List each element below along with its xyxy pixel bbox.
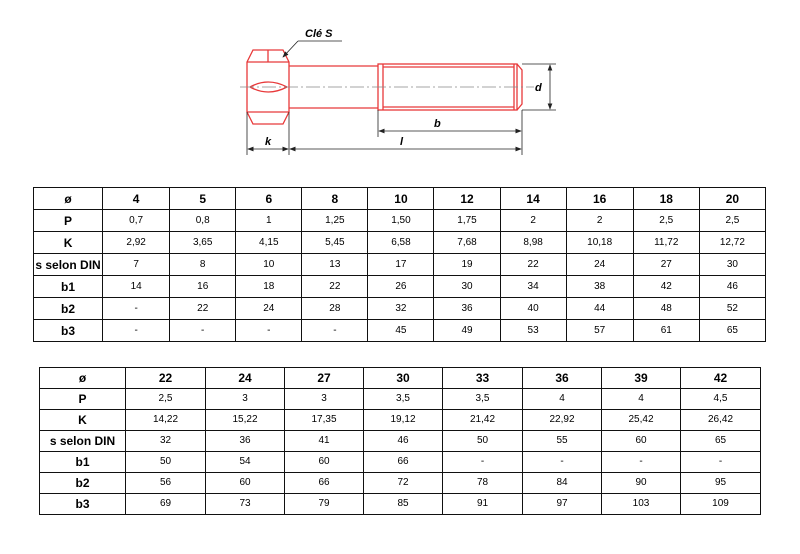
table-cell: 72: [364, 473, 443, 494]
table-cell: 1,25: [302, 210, 368, 232]
table-cell: 19: [434, 254, 500, 276]
table-cell: 85: [364, 494, 443, 515]
table-row: [40, 452, 761, 473]
table-row: [34, 232, 766, 254]
table-cell: 3,5: [364, 389, 443, 410]
size-header: 5: [170, 188, 236, 210]
size-header: 27: [285, 368, 364, 389]
table-cell: 8,98: [500, 232, 566, 254]
table-cell: 30: [434, 276, 500, 298]
table-cell: 79: [285, 494, 364, 515]
table-cell: 17: [368, 254, 434, 276]
diameter-header: ø: [34, 188, 103, 210]
row-label: s selon DIN: [34, 254, 103, 276]
table-cell: -: [602, 452, 681, 473]
size-header: 33: [443, 368, 523, 389]
table-cell: 12,72: [699, 232, 765, 254]
table-cell: 46: [364, 431, 443, 452]
table-cell: 50: [126, 452, 206, 473]
size-header: 39: [602, 368, 681, 389]
table-cell: 22: [170, 298, 236, 320]
table-cell: 22: [302, 276, 368, 298]
size-header: 12: [434, 188, 500, 210]
table-cell: 41: [285, 431, 364, 452]
table-row: [40, 494, 761, 515]
table-cell: -: [103, 320, 170, 342]
table-cell: 49: [434, 320, 500, 342]
table-cell: 95: [681, 473, 761, 494]
size-header: 18: [633, 188, 699, 210]
table-cell: 2: [500, 210, 566, 232]
table-cell: 103: [602, 494, 681, 515]
table-cell: 7,68: [434, 232, 500, 254]
d-label: d: [535, 82, 542, 94]
table-cell: 52: [699, 298, 765, 320]
table-cell: 34: [500, 276, 566, 298]
size-header: 8: [302, 188, 368, 210]
size-header: 36: [523, 368, 602, 389]
row-label: P: [40, 389, 126, 410]
table-header-row: [40, 368, 761, 389]
table-cell: 2,5: [633, 210, 699, 232]
table-cell: 36: [206, 431, 285, 452]
table-cell: -: [523, 452, 602, 473]
table-cell: 5,45: [302, 232, 368, 254]
table-cell: 44: [566, 298, 633, 320]
table-cell: 26,42: [681, 410, 761, 431]
table-cell: 90: [602, 473, 681, 494]
table-cell: 3,5: [443, 389, 523, 410]
table-cell: 14,22: [126, 410, 206, 431]
table-cell: 30: [699, 254, 765, 276]
diameter-header: ø: [40, 368, 126, 389]
table-cell: -: [170, 320, 236, 342]
row-label: s selon DIN: [40, 431, 126, 452]
table-cell: 18: [236, 276, 302, 298]
table-cell: 32: [126, 431, 206, 452]
table-cell: 54: [206, 452, 285, 473]
row-label: K: [34, 232, 103, 254]
table-cell: 3,65: [170, 232, 236, 254]
table-cell: 84: [523, 473, 602, 494]
size-header: 14: [500, 188, 566, 210]
table-cell: 13: [302, 254, 368, 276]
table-cell: 61: [633, 320, 699, 342]
table-cell: 4: [602, 389, 681, 410]
table-cell: 65: [681, 431, 761, 452]
table-cell: 0,7: [103, 210, 170, 232]
table-cell: -: [443, 452, 523, 473]
table-cell: 40: [500, 298, 566, 320]
b-dimension: [378, 110, 522, 155]
table-cell: 48: [633, 298, 699, 320]
table-cell: 10: [236, 254, 302, 276]
table-cell: 50: [443, 431, 523, 452]
table-cell: 22: [500, 254, 566, 276]
table-row: [40, 473, 761, 494]
size-header: 22: [126, 368, 206, 389]
table-cell: 36: [434, 298, 500, 320]
size-header: 24: [206, 368, 285, 389]
table-cell: 60: [206, 473, 285, 494]
table-cell: 97: [523, 494, 602, 515]
table-cell: 1,75: [434, 210, 500, 232]
table-cell: 24: [236, 298, 302, 320]
table-cell: -: [681, 452, 761, 473]
table-row: [34, 254, 766, 276]
table-cell: 6,58: [368, 232, 434, 254]
table-cell: -: [236, 320, 302, 342]
table-cell: 32: [368, 298, 434, 320]
table-cell: 1: [236, 210, 302, 232]
table-cell: 60: [285, 452, 364, 473]
table-cell: 14: [103, 276, 170, 298]
table-cell: 15,22: [206, 410, 285, 431]
cle-s-label: Clé S: [305, 28, 333, 40]
table-cell: 38: [566, 276, 633, 298]
size-header: 6: [236, 188, 302, 210]
k-l-dimensions: [247, 112, 521, 155]
spec-table-2: [39, 367, 761, 515]
table-row: [40, 389, 761, 410]
table-cell: 55: [523, 431, 602, 452]
table-row: [34, 320, 766, 342]
table-cell: 17,35: [285, 410, 364, 431]
table-cell: 69: [126, 494, 206, 515]
table-cell: -: [103, 298, 170, 320]
table-cell: 45: [368, 320, 434, 342]
table-cell: 57: [566, 320, 633, 342]
table-cell: 10,18: [566, 232, 633, 254]
table-cell: 53: [500, 320, 566, 342]
table-cell: 27: [633, 254, 699, 276]
table-cell: 2: [566, 210, 633, 232]
table-cell: 19,12: [364, 410, 443, 431]
table-cell: 78: [443, 473, 523, 494]
size-header: 30: [364, 368, 443, 389]
bolt-drawing: [0, 0, 800, 180]
spec-table-1: [33, 187, 766, 342]
l-label: l: [400, 136, 404, 148]
table-cell: 2,92: [103, 232, 170, 254]
table-row: [40, 431, 761, 452]
table-cell: 1,50: [368, 210, 434, 232]
row-label: b2: [34, 298, 103, 320]
k-label: k: [265, 136, 272, 148]
row-label: b1: [40, 452, 126, 473]
row-label: K: [40, 410, 126, 431]
table-cell: 4,15: [236, 232, 302, 254]
size-header: 42: [681, 368, 761, 389]
table-cell: 2,5: [126, 389, 206, 410]
table-cell: -: [302, 320, 368, 342]
size-header: 16: [566, 188, 633, 210]
table-row: [34, 298, 766, 320]
row-label: b1: [34, 276, 103, 298]
table-cell: 65: [699, 320, 765, 342]
table-cell: 26: [368, 276, 434, 298]
table-cell: 46: [699, 276, 765, 298]
table-cell: 3: [285, 389, 364, 410]
table-cell: 60: [602, 431, 681, 452]
table-row: [34, 210, 766, 232]
table-cell: 66: [285, 473, 364, 494]
table-cell: 28: [302, 298, 368, 320]
table-cell: 66: [364, 452, 443, 473]
size-header: 20: [699, 188, 765, 210]
table-row: [34, 276, 766, 298]
table-cell: 42: [633, 276, 699, 298]
table-cell: 91: [443, 494, 523, 515]
table-cell: 3: [206, 389, 285, 410]
table-cell: 25,42: [602, 410, 681, 431]
table-cell: 0,8: [170, 210, 236, 232]
table-cell: 21,42: [443, 410, 523, 431]
row-label: b3: [34, 320, 103, 342]
table-cell: 4: [523, 389, 602, 410]
row-label: b3: [40, 494, 126, 515]
table-cell: 22,92: [523, 410, 602, 431]
row-label: b2: [40, 473, 126, 494]
table-cell: 4,5: [681, 389, 761, 410]
table-cell: 73: [206, 494, 285, 515]
table-row: [40, 410, 761, 431]
size-header: 4: [103, 188, 170, 210]
table-header-row: [34, 188, 766, 210]
table-cell: 109: [681, 494, 761, 515]
table-cell: 2,5: [699, 210, 765, 232]
table-cell: 24: [566, 254, 633, 276]
table-cell: 56: [126, 473, 206, 494]
table-cell: 7: [103, 254, 170, 276]
size-header: 10: [368, 188, 434, 210]
table-cell: 16: [170, 276, 236, 298]
table-cell: 8: [170, 254, 236, 276]
table-cell: 11,72: [633, 232, 699, 254]
b-label: b: [434, 118, 441, 130]
cle-s-annotation: [283, 28, 342, 57]
row-label: P: [34, 210, 103, 232]
